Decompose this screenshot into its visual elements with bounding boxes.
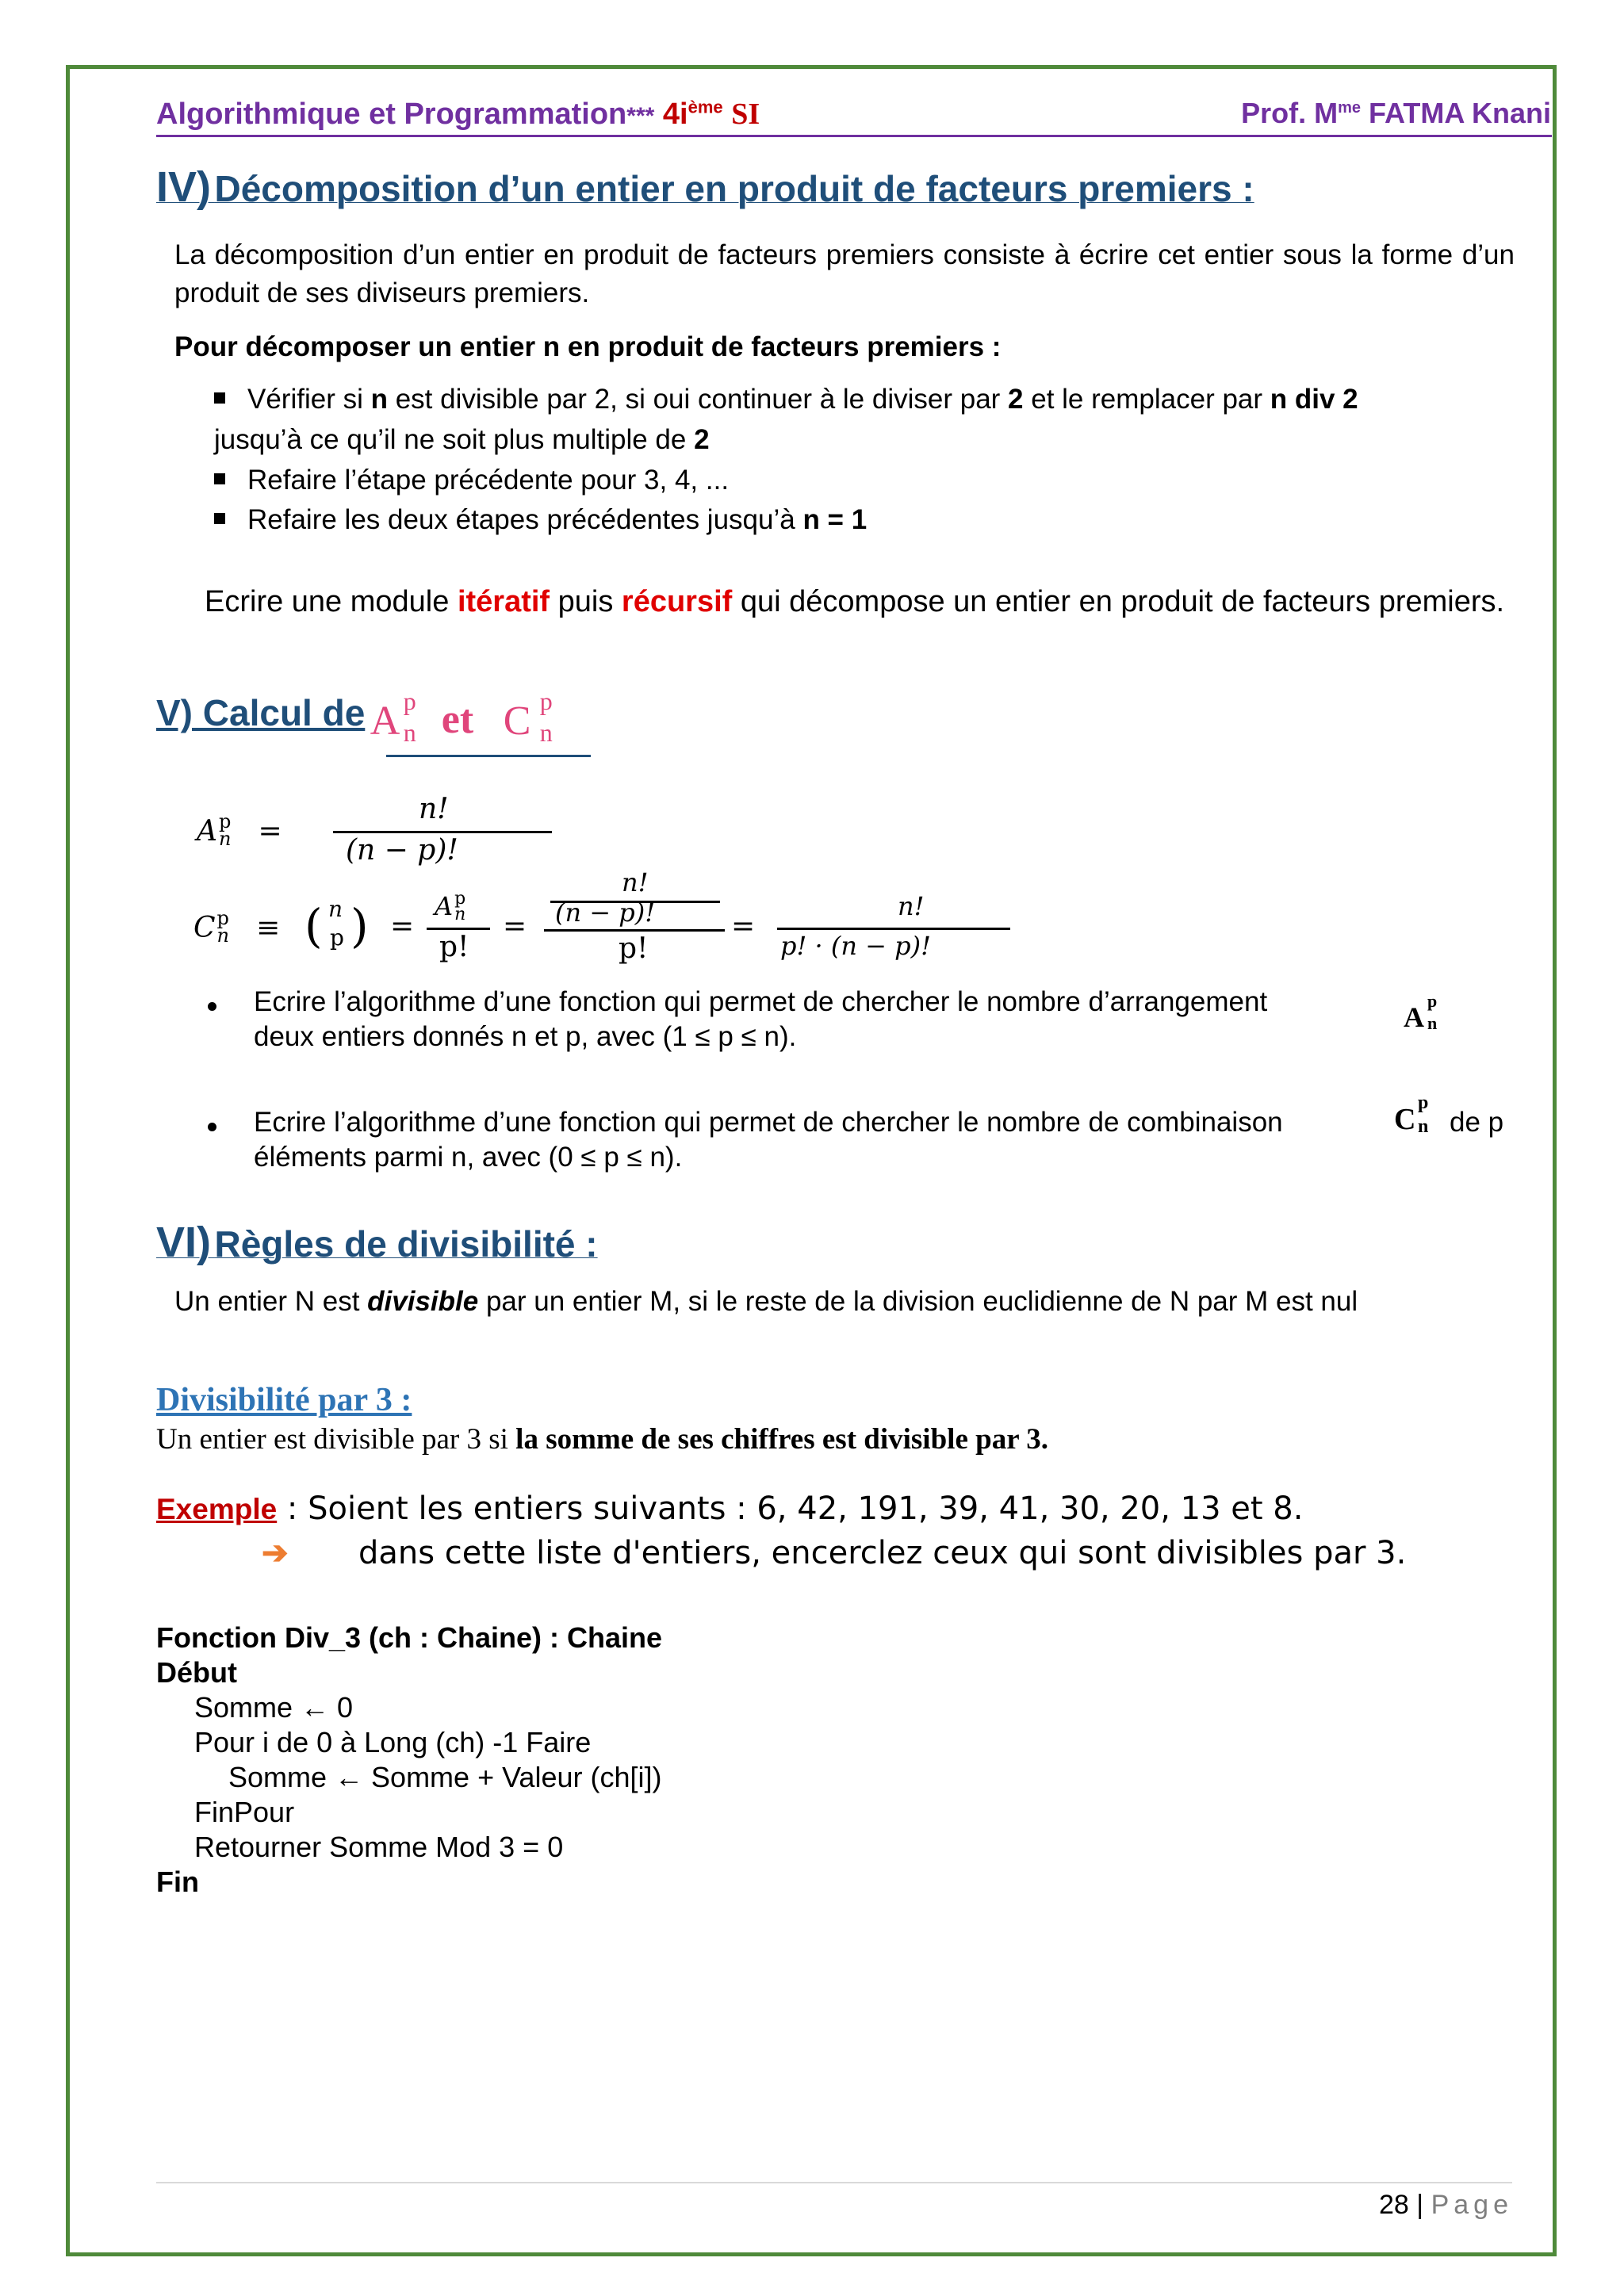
section-4-task: Ecrire une module itératif puis récursif qui décompose un entier en produit de facteurs premiers. [205,585,1505,618]
method-step-1: Vérifier si n est divisible par 2, si oui continuer à le diviser par 2 et le remplacer par n div 2 [214,381,1515,419]
method-step-2: Refaire l’étape précédente pour 3, 4, ... [214,461,729,499]
formula-c-frac2-num-den: (n − p)! [555,897,656,928]
code-line-init: Somme ← 0 [194,1691,354,1724]
method-step-1-continued: jusqu’à ce qu’il ne soit plus multiple de 2 [214,424,710,455]
section-5-heading: V) Calcul de A p n et C p n [156,691,575,747]
footer-rule [156,2182,1512,2183]
section-4-heading: IV) Décomposition d’un entier en produit de facteurs premiers : [156,163,1254,211]
formula-arrangement-denominator: (n − p)! [346,834,458,867]
section-4-method-title: Pour décomposer un entier n en produit de facteurs premiers : [174,331,1002,362]
a-and-c-notation: A p n et C p n [370,687,553,747]
formula-c-frac2-den: p! [619,932,649,965]
formula-c-frac1-den: p! [439,931,469,963]
bullet-combination-de-p: de p [1450,1107,1504,1138]
formula-c-frac3-den: p! · (n − p)! [780,931,931,961]
formula-arrangement-numerator: n! [419,793,449,825]
header-track: SI [731,98,760,131]
equals-1: = [390,910,415,943]
formula-arrangement-lhs: A p n = [197,810,282,850]
fraction-bar [427,928,490,930]
bullet-dot-icon [208,1001,216,1015]
section-4-intro: La décomposition d’un entier en produit de facteurs premiers consiste à écrire cet entier sous la forme d’un produit de ses diviseurs premiers. [174,239,1515,308]
fraction-bar [333,831,552,833]
formula-c-frac3-num: n! [898,891,925,921]
code-line-return: Retourner Somme Mod 3 = 0 [194,1831,564,1863]
header-rule [156,135,1552,137]
binomial-top: n [328,896,343,922]
section-5-underline [386,755,591,757]
binomial-left-paren: ( [304,899,323,953]
section-6-heading: VI) Règles de divisibilité : [156,1219,598,1266]
example-task: dans cette liste d'entiers, encerclez ceux qui sont divisibles par 3. [358,1535,1407,1571]
example-line: Exemple : Soient les entiers suivants : 6, 42, 191, 39, 41, 30, 20, 13 et 8. [156,1490,1304,1527]
binomial-right-paren: ) [350,899,369,953]
code-function-signature: Fonction Div_3 (ch : Chaine) : Chaine [156,1621,663,1654]
square-bullet-icon [214,473,225,484]
fraction-bar [777,928,1010,930]
formula-c-frac1-num: A p n [435,889,466,924]
formula-combination-lhs: C p n ≡ [193,907,281,947]
square-bullet-icon [214,513,225,524]
method-step-3: Refaire les deux étapes précédentes jusqu’à n = 1 [214,501,867,539]
square-bullet-icon [214,392,225,404]
code-end: Fin [156,1866,199,1898]
bullet-combination: Ecrire l’algorithme d’une fonction qui permet de chercher le nombre de combinaison éléments parmi n, avec (0 ≤ p ≤ n). [254,1107,1283,1173]
arrow-right-icon: ➔ [262,1536,289,1571]
page-number: 28 | Page [1379,2190,1513,2220]
header-professor: Prof. $M^{me}$ FATMA Knani [1241,97,1551,129]
formula-c-frac2-num-num: n! [622,867,649,897]
arrangement-notation-icon: A p n [1404,991,1438,1033]
divisibility-by-3-title: Divisibilité par 3 : [156,1382,412,1418]
fraction-bar [544,929,725,932]
code-line-sum: Somme ← Somme + Valeur (ch[i]) [228,1761,662,1793]
header-level: $4i^{ème}$ [662,97,723,131]
bullet-arrangement: Ecrire l’algorithme d’une fonction qui permet de chercher le nombre d’arrangement deux entiers donnés n et p, avec (1 ≤ p ≤ n). [254,986,1268,1052]
equals-2: = [503,910,527,943]
header-stars: *** [626,103,655,129]
combination-notation-icon: C p n [1394,1093,1429,1137]
divisibility-by-3-rule: Un entier est divisible par 3 si la somme de ses chiffres est divisible par 3. [156,1423,1048,1456]
header-course-title: Algorithmique et Programmation*** $4i^{ème}$ SI [156,97,760,131]
code-line-endfor: FinPour [194,1796,295,1828]
code-line-for: Pour i de 0 à Long (ch) -1 Faire [194,1726,592,1758]
binomial-bottom: p [330,924,344,951]
divisibility-definition: Un entier N est divisible par un entier M, si le reste de la division euclidienne de N par M est nul [174,1286,1358,1317]
equals-3: = [731,910,756,943]
code-begin: Début [156,1656,237,1689]
bullet-dot-icon [208,1121,216,1135]
